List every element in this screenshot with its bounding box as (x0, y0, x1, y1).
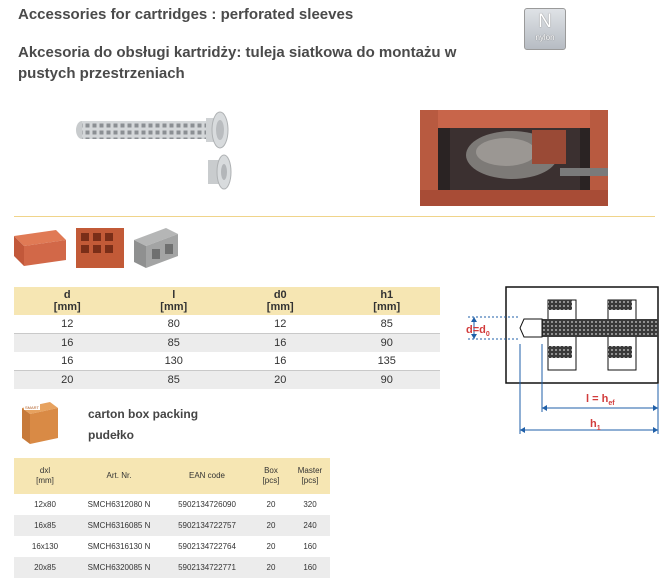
sleeve-product-image (70, 108, 250, 208)
nylon-badge (524, 8, 566, 50)
table-row: 12x80 SMCH6312080 N 5902134726090 20 320 (34, 500, 317, 509)
installation-diagram (462, 284, 662, 440)
header-ean: EAN code (162, 458, 252, 494)
products-header-row (14, 458, 330, 494)
products-table (14, 458, 330, 578)
table-row: 12 80 12 85 (14, 315, 440, 334)
svg-text:l = hef (586, 393, 615, 407)
table-row: 16 130 16 135 (14, 352, 440, 371)
dimensions-table (14, 287, 440, 389)
svg-text:h1 (590, 418, 601, 432)
title-english: Accessories for cartridges : perforated sleeves (18, 6, 354, 23)
header-h1: h1 [mm] (334, 287, 441, 315)
table-row: 16x85 SMCH6316085 N 5902134722757 20 240 (14, 515, 330, 536)
header-d0: d0 [mm] (227, 287, 334, 315)
header-dxl: dxl [mm] (14, 458, 76, 494)
hollow-brick-icon (76, 228, 124, 268)
table-row: 20 85 20 90 (14, 371, 440, 390)
svg-text:d=d0 (466, 324, 490, 338)
header-master: Master [pcs] (290, 458, 330, 494)
solid-brick-icon (14, 230, 66, 266)
header-l: l [mm] (121, 287, 228, 315)
header-art-nr: Art. Nr. (76, 458, 162, 494)
badge-letter: N (538, 11, 552, 32)
diagram-h-sub: 1 (596, 425, 601, 432)
diagram-d-sub: 0 (485, 331, 490, 338)
diagram-d-label: d=d (466, 324, 486, 336)
section-divider (14, 216, 655, 217)
diagram-l-label: l = h (586, 393, 609, 405)
title-polish: Akcesoria do obsługi kartridży: tuleja siatkowa do montażu w pustych przestrzeniach (18, 44, 457, 82)
table-row: 16 85 16 90 (14, 334, 440, 353)
dimensions-header-row (14, 287, 440, 315)
box-brand-label: SMART (25, 405, 39, 410)
header-d: d [mm] (14, 287, 121, 315)
header-box: Box [pcs] (252, 458, 290, 494)
material-icons (10, 222, 180, 272)
concrete-block-icon (134, 228, 178, 268)
carton-box-image (20, 398, 60, 446)
diagram-h-label: h (590, 418, 597, 430)
installation-photo (420, 110, 608, 206)
packing-info (88, 404, 198, 446)
diagram-l-sub: ef (608, 400, 615, 407)
badge-label: nylon (535, 33, 555, 42)
packing-english: carton box packing (88, 407, 199, 421)
table-row: 16x130 SMCH6316130 N 5902134722764 20 160 (31, 542, 317, 551)
packing-polish: pudełko (88, 428, 135, 442)
table-row: 20x85 SMCH6320085 N 5902134722771 20 160 (14, 557, 330, 578)
